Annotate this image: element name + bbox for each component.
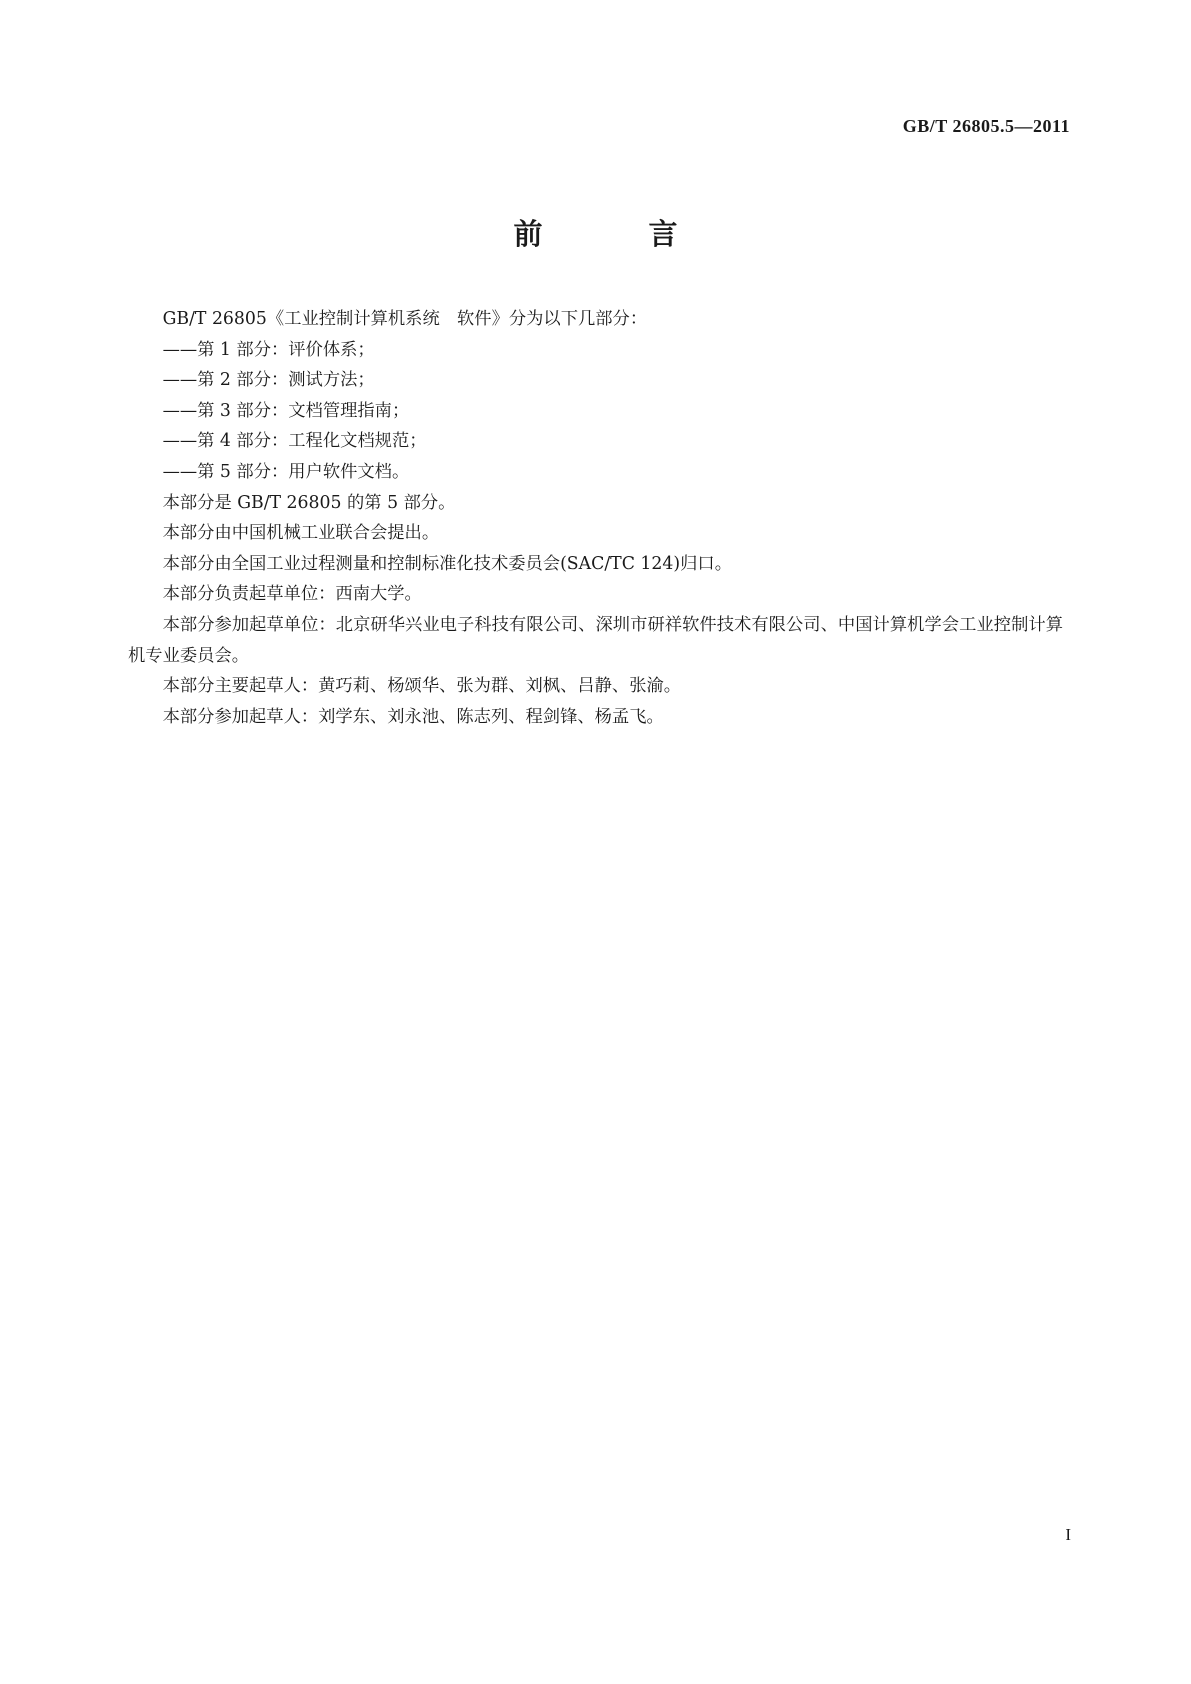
intro-paragraph: GB/T 26805《工业控制计算机系统 软件》分为以下几部分：: [162, 309, 648, 329]
proposer-paragraph: 本部分由中国机械工业联合会提出。: [162, 523, 440, 544]
part-list-item: ——第 4 部分：工程化文档规范；: [162, 431, 427, 452]
part-list-item: ——第 2 部分：测试方法；: [162, 370, 375, 391]
part-list-item: ——第 3 部分：文档管理指南；: [162, 400, 410, 421]
page-number: I: [1065, 1525, 1071, 1544]
participating-units-paragraph: 本部分参加起草单位：北京研华兴业电子科技有限公司、深圳市研祥软件技术有限公司、中国计算机学会工业控制计算机专业委员会。: [128, 614, 1063, 666]
participating-drafters-paragraph: 本部分参加起草人：刘学东、刘永池、陈志列、程剑锋、杨孟飞。: [162, 706, 664, 727]
main-drafters-paragraph: 本部分主要起草人：黄巧莉、杨颂华、张为群、刘枫、吕静、张渝。: [162, 676, 682, 697]
part-list-item: ——第 5 部分：用户软件文档。: [162, 461, 410, 482]
foreword-body: [128, 304, 1063, 732]
part-number-paragraph: 本部分是 GB/T 26805 的第 5 部分。: [162, 492, 456, 513]
standard-code: GB/T 26805.5—2011: [902, 116, 1070, 136]
administrator-paragraph: 本部分由全国工业过程测量和控制标准化技术委员会(SAC/TC 124)归口。: [162, 553, 732, 574]
drafting-unit-paragraph: 本部分负责起草单位：西南大学。: [162, 584, 422, 605]
part-list-item: ——第 1 部分：评价体系；: [162, 339, 375, 360]
page-title: 前 言: [513, 217, 726, 251]
